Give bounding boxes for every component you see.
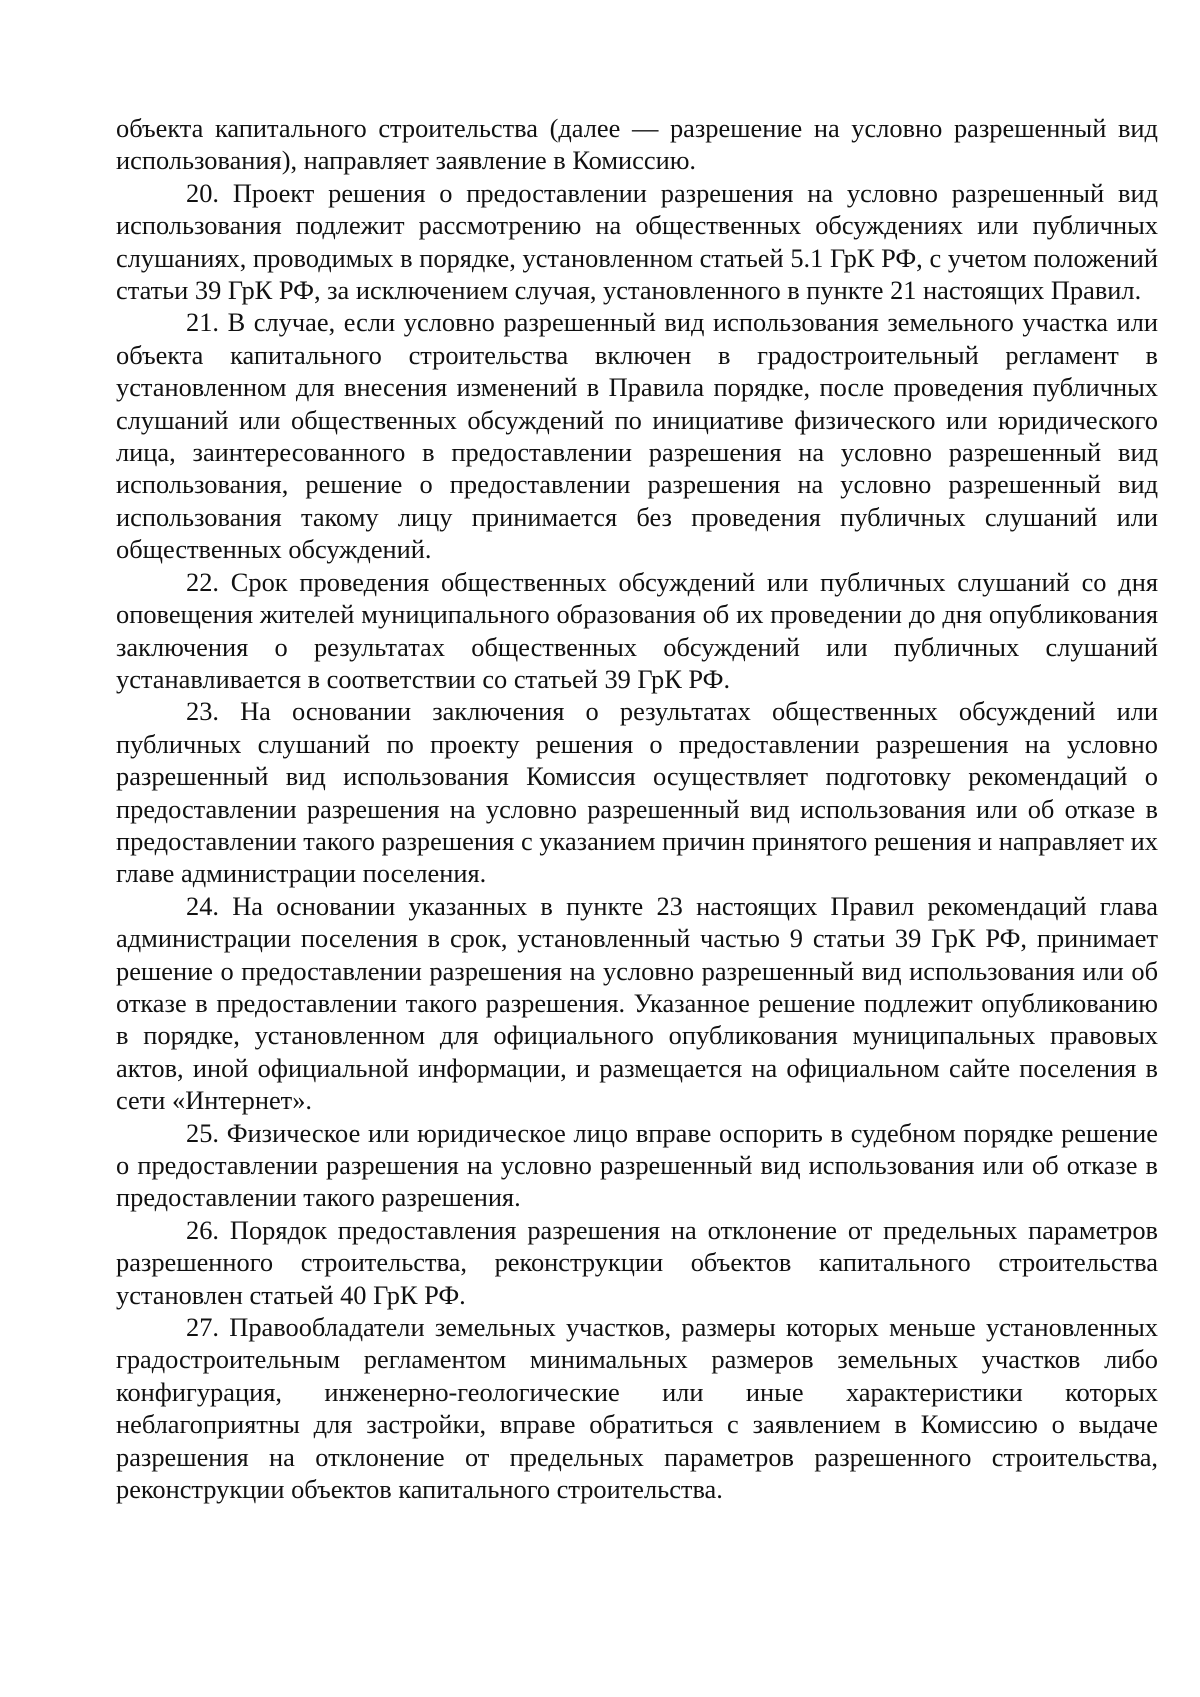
paragraph-item-26: 26. Порядок предоставления разрешения на отклонение от предельных параметров разрешенного строительства, реконструкции объектов капитального строительства установлен статьей 40 ГрК РФ. xyxy=(116,1214,1158,1310)
document-page xyxy=(116,112,1158,1505)
paragraph-continuation: объекта капитального строительства (далее — разрешение на условно разрешенный вид использования), направляет заявление в Комиссию. xyxy=(116,113,1158,176)
paragraph-item-24: 24. На основании указанных в пункте 23 настоящих Правил рекомендаций глава администрации поселения в срок, установленный частью 9 статьи 39 ГрК РФ, принимает решение о предоставлении разрешения на условно разрешенный вид использования или об отказе в предоставлении такого разрешения. Указанное решение подлежит опубликованию в порядке, установленном для официального опубликования муниципальных правовых актов, иной официальной информации, и размещается на официальном сайте поселения в сети «Интернет». xyxy=(116,890,1158,1116)
paragraph-item-20: 20. Проект решения о предоставлении разрешения на условно разрешенный вид использования подлежит рассмотрению на общественных обсуждениях или публичных слушаниях, проводимых в порядке, установленном статьей 5.1 ГрК РФ, с учетом положений статьи 39 ГрК РФ, за исключением случая, установленного в пункте 21 настоящих Правил. xyxy=(116,177,1158,306)
paragraph-item-23: 23. На основании заключения о результатах общественных обсуждений или публичных слушаний по проекту решения о предоставлении разрешения на условно разрешенный вид использования Комиссия осуществляет подготовку рекомендаций о предоставлении разрешения на условно разрешенный вид использования или об отказе в предоставлении такого разрешения с указанием причин принятого решения и направляет их главе администрации поселения. xyxy=(116,696,1158,889)
paragraph-item-22: 22. Срок проведения общественных обсуждений или публичных слушаний со дня оповещения жителей муниципального образования об их проведении до дня опубликования заключения о результатах общественных обсуждений или публичных слушаний устанавливается в соответствии со статьей 39 ГрК РФ. xyxy=(116,566,1158,694)
paragraph-item-25: 25. Физическое или юридическое лицо вправе оспорить в судебном порядке решение о предоставлении разрешения на условно разрешенный вид использования или об отказе в предоставлении такого разрешения. xyxy=(116,1117,1158,1213)
paragraph-item-27: 27. Правообладатели земельных участков, размеры которых меньше установленных градостроительным регламентом минимальных размеров земельных участков либо конфигурация, инженерно-геологические или иные характеристики которых неблагоприятны для застройки, вправе обратиться с заявлением в Комиссию о выдаче разрешения на отклонение от предельных параметров разрешенного строительства, реконструкции объектов капитального строительства. xyxy=(116,1312,1158,1505)
paragraph-item-21: 21. В случае, если условно разрешенный вид использования земельного участка или объекта капитального строительства включен в градостроительный регламент в установленном для внесения изменений в Правила порядке, после проведения публичных слушаний или общественных обсуждений по инициативе физического или юридического лица, заинтересованного в предоставлении разрешения на условно разрешенный вид использования, решение о предоставлении разрешения на условно разрешенный вид использования такому лицу принимается без проведения публичных слушаний или общественных обсуждений. xyxy=(116,307,1158,565)
